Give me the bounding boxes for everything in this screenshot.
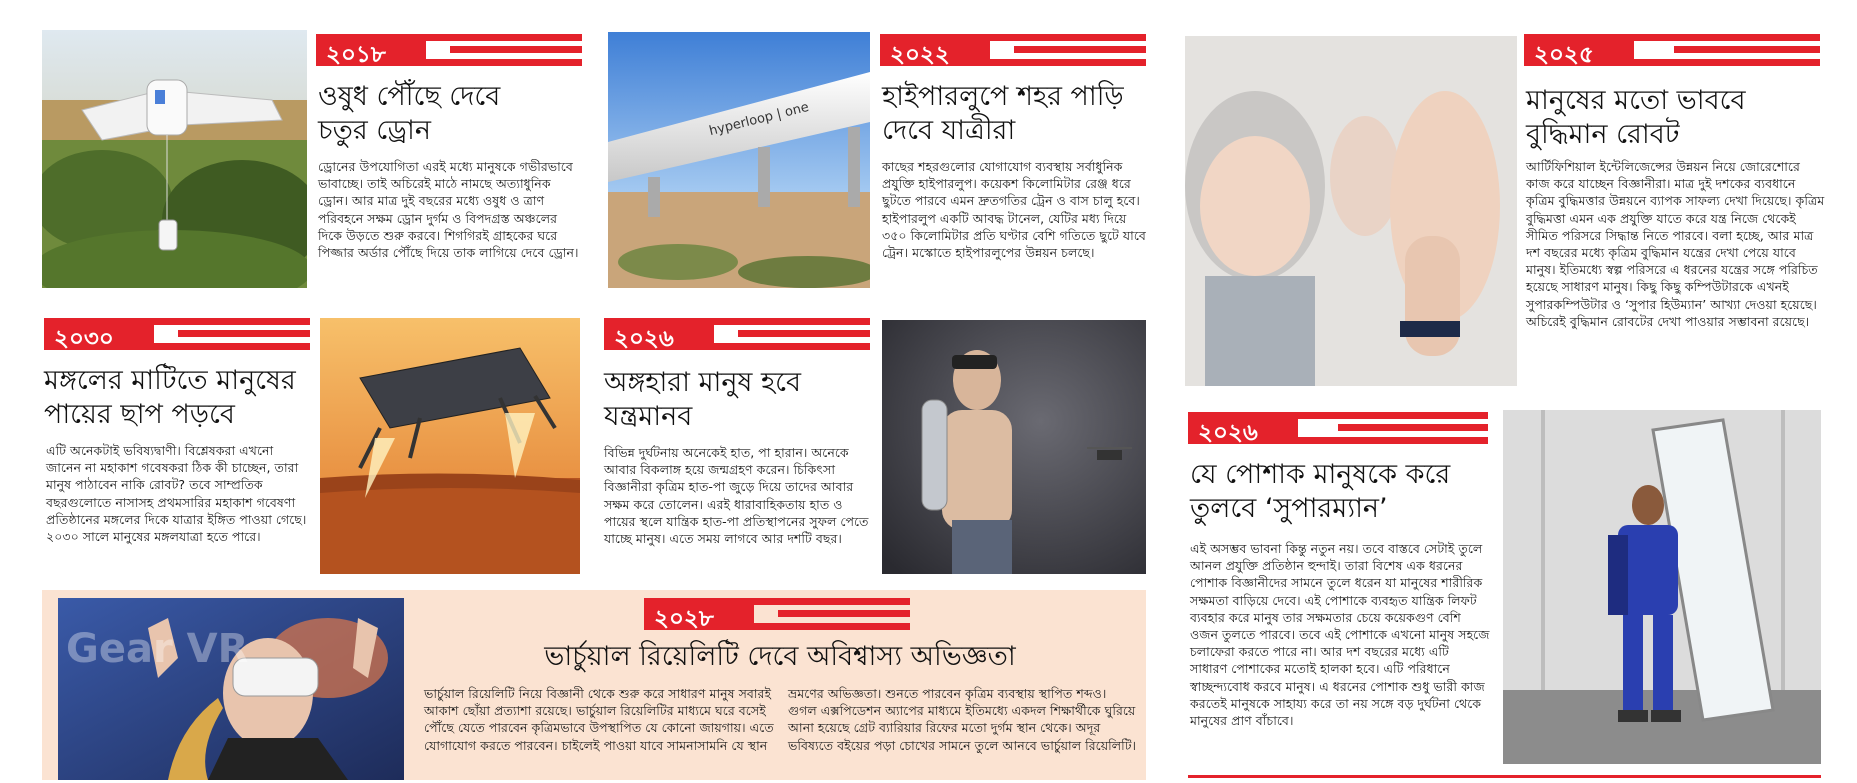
vr-backdrop-text: Gear VR <box>66 626 249 672</box>
drone-photo <box>42 30 307 288</box>
vr-headline: ভার্চুয়াল রিয়েলিটি দেবে অবিশ্বাস্য অভিজ্ঞতা <box>544 641 1016 672</box>
year-banner-2018 <box>316 34 582 66</box>
drone-headline: ওষুধ পৌঁছে দেবে চতুর ড্রোন <box>318 81 501 146</box>
mars-headline: মঙ্গলের মাটিতে মানুষের পায়ের ছাপ পড়বে <box>44 365 296 430</box>
year-label: ২০২৬ <box>614 326 674 352</box>
cyborg-photo <box>882 320 1146 574</box>
year-banner-2022 <box>880 34 1146 66</box>
drone-body: ড্রোনের উপযোগিতা এরই মধ্যে মানুষকে গভীরভাবে ভাবাচ্ছে। তাই অচিরেই মাঠে নামছে অত্যাধুনিক ড্রোন। আর মাত্র দুই বছরের মধ্যে ওষুধ ও ত্রাণ পরিবহনে সক্ষম ড্রোন দুর্গম ও বিপদগ্রস্ত অঞ্চলের দিকে উড়তে শুরু করবে। শিগগিরই গ্রাহকের ঘরে পিজ্জার অর্ডার পৌঁছে দিয়ে তাক লাগিয়ে দেবে ড্রোন। <box>318 159 579 261</box>
year-label: ২০২৮ <box>654 606 714 632</box>
robot-headline: মানুষের মতো ভাববে বুদ্ধিমান রোবট <box>1526 85 1746 150</box>
mars-lander-photo <box>320 318 580 574</box>
year-label: ২০২৫ <box>1534 42 1594 68</box>
robot-body: আর্টিফিশিয়াল ইন্টেলিজেন্সের উন্নয়ন নিয়ে জোরেশোরে কাজ করে যাচ্ছেন বিজ্ঞানীরা। মাত্র দুই দশকের ব্যবধানে কৃত্রিম বুদ্ধিমত্তার উন্নয়নে ব্যাপক সাফল্য দেখা দিয়েছে। কৃত্রিম বুদ্ধিমত্তা এমন এক প্রযুক্তি যাতে করে যন্ত্র নিজে থেকেই সীমিত পরিসরে সিদ্ধান্ত নিতে পারবে। বলা হচ্ছে, আর মাত্র দশ বছরের মধ্যে কৃত্রিম বুদ্ধিমান যন্ত্রের দেখা পেয়ে যাবে মানুষ। ইতিমধ্যে স্বল্প পরিসরে এ ধরনের যন্ত্রের সঙ্গে পরিচিত হয়েছে সাধারণ মানুষ। কিছু কিছু কম্পিউটারকে এখনই সুপারকম্পিউটার ও ‘সুপার হিউম্যান’ আখ্যা দেওয়া হয়েছে। অচিরেই বুদ্ধিমান রোবটের দেখা পাওয়ার সম্ভাবনা রয়েছে। <box>1526 159 1825 329</box>
vr-photo <box>58 598 404 780</box>
year-banner-2030 <box>44 318 310 350</box>
cyborg-headline: অঙ্গহারা মানুষ হবে যন্ত্রমানব <box>604 367 802 432</box>
hyperloop-body: কাছের শহরগুলোর যোগাযোগ ব্যবস্থায় সর্বাধুনিক প্রযুক্তি হাইপারলুপ। কয়েকশ কিলোমিটার রেঞ্জ ধরে ছুটতে পারবে এমন দ্রুতগতির ট্রেন ও বাস চালু হবে। হাইপারলুপ একটি আবদ্ধ টানেল, যেটির মধ্য দিয়ে ৩৫০ কিলোমিটার প্রতি ঘণ্টার বেশি গতিতে ছুটে যাবে ট্রেন। মস্কোতে হাইপারলুপের উন্নয়ন চলছে। <box>882 159 1146 261</box>
suit-headline: যে পোশাক মানুষকে করে তুলবে ‘সুপারম্যান’ <box>1190 459 1451 524</box>
vr-body-col1: ভার্চুয়াল রিয়েলিটি নিয়ে বিজ্ঞানী থেকে শুরু করে সাধারণ মানুষ সবারই আকাশ ছোঁয়া প্রত্যাশা রয়েছে। ভার্চুয়াল রিয়েলিটির মাধ্যমে ঘরে বসেই পৌঁছে যেতে পারবেন কৃত্রিমভাবে উপস্থাপিত যে কোনো জায়গায়। এতে যোগাযোগ করতে পারবেন। চাইলেই পাওয়া যাবে সামনাসামনি যে স্থান <box>424 686 774 753</box>
mars-body: এটি অনেকটাই ভবিষ্যদ্বাণী। বিশ্লেষকরা এখনো জানেন না মহাকাশ গবেষকরা ঠিক কী চাচ্ছেন, তারা মানুষ পাঠাবেন নাকি রোবট? তবে সাম্প্রতিক বছরগুলোতে নাসাসহ প্রথমসারির মহাকাশ গবেষণা প্রতিষ্ঠানের মঙ্গলের দিকে যাত্রার ইঙ্গিত পাওয়া গেছে। ২০৩০ সালে মানুষের মঙ্গলযাত্রা হতে পারে। <box>46 443 307 545</box>
year-banner-2025 <box>1524 34 1820 66</box>
year-label: ২০১৮ <box>326 42 386 68</box>
suit-body: এই অসম্ভব ভাবনা কিন্তু নতুন নয়। তবে বাস্তবে সেটাই তুলে আনল প্রযুক্তি প্রতিষ্ঠান হুন্দাই। তারা বিশেষ এক ধরনের পোশাক বিজ্ঞানীদের সামনে তুলে ধরেন যা মানুষের শারীরিক সক্ষমতা বাড়িয়ে দেবে। এই পোশাকে ব্যবহৃত যান্ত্রিক লিফট ব্যবহার করে মানুষ তার সক্ষমতার চেয়ে কয়েকগুণ বেশি ওজন তুলতে পারবে। তবে এই পোশাকে এখনো মানুষ সহজে চলাফেরা করতে পারে না। আর দশ বছরের মধ্যে এটি সাধারণ পোশাকের মতোই হালকা হবে। এটি পরিধানে স্বাচ্ছন্দ্যবোধ করবে মানুষ। এ ধরনের পোশাক শুধু ভারী কাজ করতেই মানুষকে সাহায্য করে তা নয় সঙ্গে বড় দুর্ঘটনা থেকে মানুষের প্রাণ বাঁচাবে। <box>1190 541 1490 729</box>
year-label: ২০২২ <box>890 42 950 68</box>
year-label: ২০২৬ <box>1198 420 1258 446</box>
year-banner-2028 <box>644 598 910 630</box>
vr-body-col2: ভ্রমণের অভিজ্ঞতা। শুনতে পারবেন কৃত্রিম ব্যবস্থায় স্থাপিত শব্দও। গুগল এক্সপিডেশন অ্যাপের মাধ্যমে ইতিমধ্যে একদল শিক্ষার্থীকে ঘুরিয়ে আনা হয়েছে গ্রেট ব্যারিয়ার রিফের মতো দুর্গম স্থান থেকে। অদূর ভবিষ্যতে বইয়ের পড়া চোখের সামনে তুলে আনবে ভার্চুয়াল রিয়েলিটি। <box>788 686 1137 753</box>
cyborg-body: বিভিন্ন দুর্ঘটনায় অনেকেই হাত, পা হারান। অনেকে আবার বিকলাঙ্গ হয়ে জন্মগ্রহণ করেন। চিকিৎসা বিজ্ঞানীরা কৃত্রিম হাত-পা জুড়ে দিয়ে তাদের আবার সক্ষম করে তোলেন। এরই ধারাবাহিকতায় হাত ও পায়ের স্থলে যান্ত্রিক হাত-পা প্রতিস্থাপনের সুফল পেতে যাচ্ছে মানুষ। এতে সময় লাগবে আর দশটি বছর। <box>604 445 869 547</box>
robot-photo <box>1185 36 1517 386</box>
hyperloop-headline: হাইপারলুপে শহর পাড়ি দেবে যাত্রীরা <box>882 81 1124 146</box>
year-banner-2026-cyborg <box>604 318 870 350</box>
year-banner-2026-suit <box>1188 412 1488 444</box>
year-label: ২০৩০ <box>54 326 114 352</box>
hyperloop-photo <box>608 32 870 288</box>
suit-panel-bottom-rule <box>1188 775 1821 778</box>
exosuit-photo <box>1503 410 1821 764</box>
hyperloop-tube-text: hyperloop | one <box>707 99 811 140</box>
